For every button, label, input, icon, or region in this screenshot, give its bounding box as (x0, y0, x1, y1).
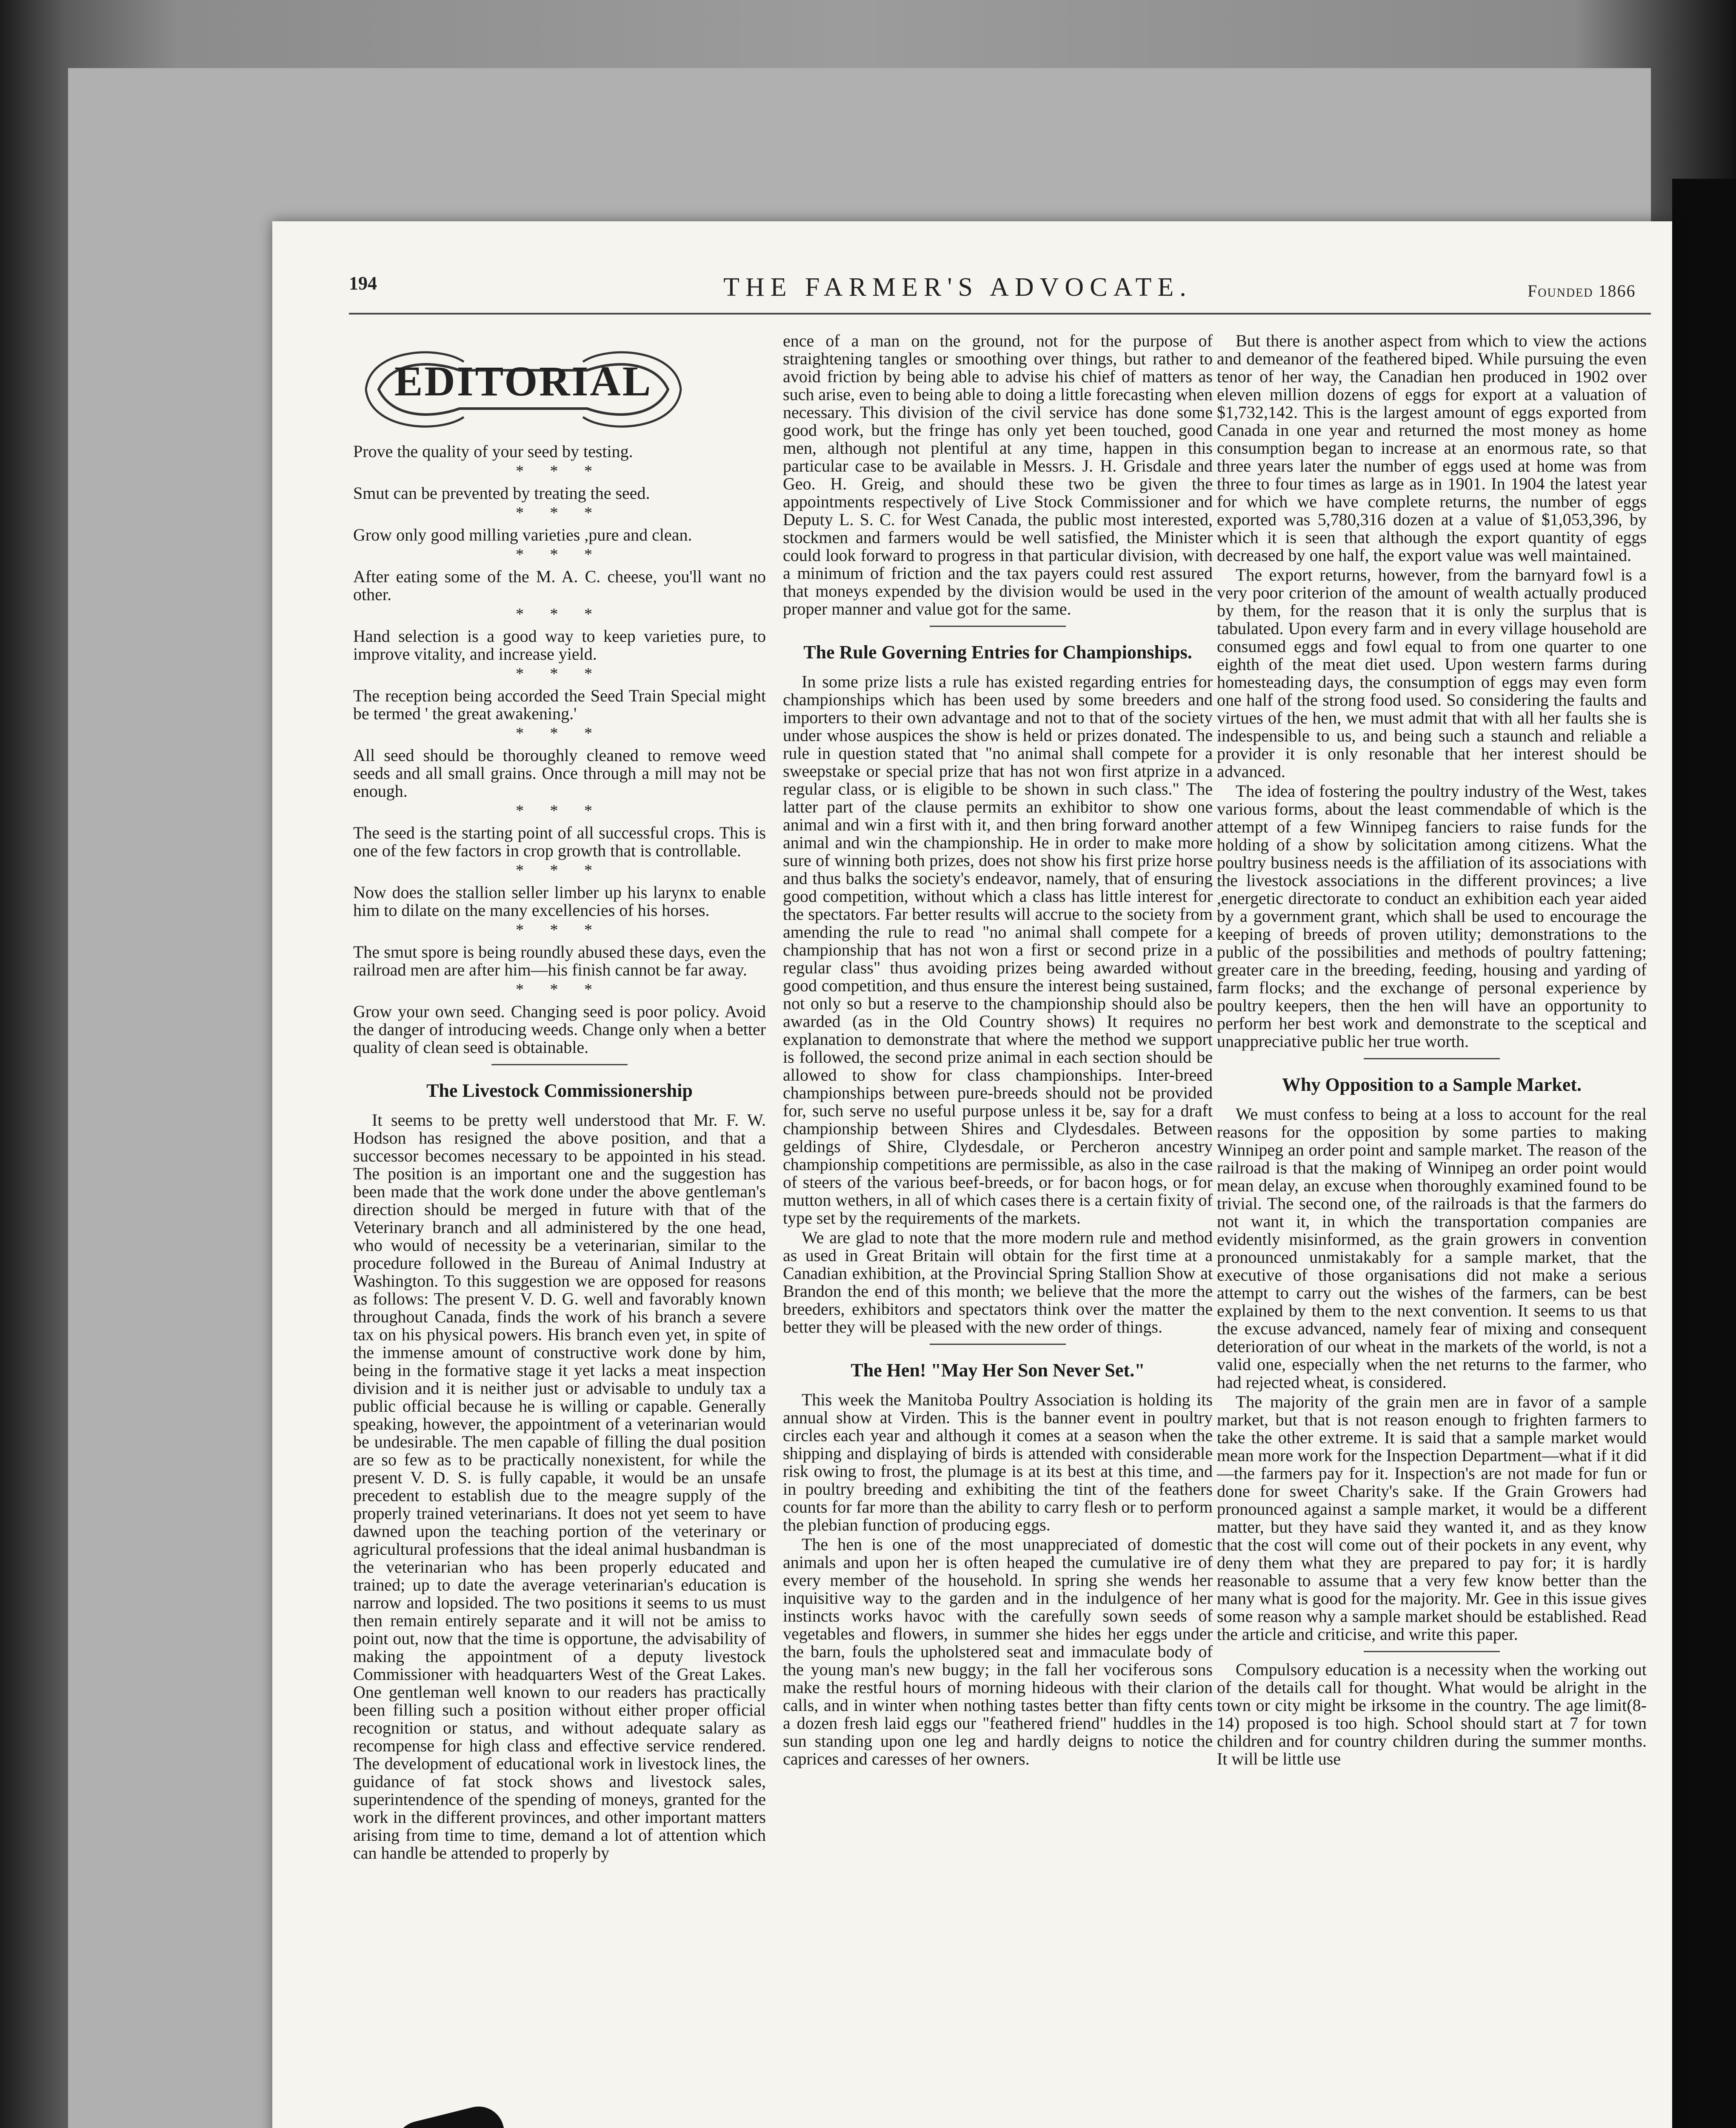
section-rule (1364, 1058, 1500, 1059)
editorial-note: Now does the stallion seller limber up his larynx to enable him to dilate on the many excellencies of his horses. (353, 883, 766, 920)
separator: * * * (516, 665, 603, 683)
editorial-note: The smut spore is being roundly abused these days, even the railroad men are after him—his finish cannot be far away. (353, 942, 766, 979)
section-rule (930, 1344, 1066, 1345)
section-rule (930, 626, 1066, 627)
editorial-note: After eating some of the M. A. C. cheese, you'll want no other. (353, 567, 766, 604)
article-body: The export returns, however, from the barnyard fowl is a very poor criterion of the amount of wealth actually produced by them, for the reason that it is only the surplus that is tabulated. Upon every farm and in every village household are consumed eggs and fowl equal to from one quarter to one eighth of the meat diet used. Upon western farms during homesteading days, the consumption of eggs may even form one half of the strong food used. So considering the faults and virtues of the hen, we must admit that with all her faults she is indespensible to us, and being such a staunch and reliable a provider it is only resonable that her interest should be advanced. (1217, 565, 1647, 781)
section-rule (491, 1064, 628, 1065)
editorial-note: All seed should be thoroughly cleaned to remove weed seeds and all small grains. Once through a mill may not be enough. (353, 746, 766, 801)
separator: * * * (516, 981, 603, 998)
column-3 (1217, 332, 1647, 1770)
separator: * * * (516, 605, 603, 623)
editorial-note: The seed is the starting point of all successful crops. This is one of the few factors in crop growth that is controllable. (353, 823, 766, 860)
editorial-note: Hand selection is a good way to keep varieties pure, to improve vitality, and increase yield. (353, 626, 766, 664)
article-heading: The Rule Governing Entries for Championships. (803, 642, 1192, 663)
article-body: But there is another aspect from which to view the actions and demeanor of the feathered biped. While pursuing the even tenor of her way, the Canadian hen produced in 1902 over eleven million dozens of eggs for export at a valuation of $1,732,142. This is the largest amount of eggs exported from Canada in one year and returned the most money as home consumption began to increase at an enormous rate, so that three years later the number of eggs used at home was from three to four times as large as in 1901. In 1904 the latest year for which we have complete returns, the number of eggs exported was 5,780,316 dozen at a value of $1,053,396, by which it is seen that although the export quantity of eggs decreased by one half, the export value was well maintained. (1217, 331, 1647, 565)
article-body: ence of a man on the ground, not for the purpose of straightening tangles or smoothing over things, but rather to avoid friction by being able to advise his chief of matters as such arise, even to being able to doing a little forecasting when necessary. This division of the civil service has done some good work, but the fringe has only yet been touched, good men, although not plentiful at any time, happen in this particular case to be available in Messrs. J. H. Grisdale and Geo. H. Greig, and should these two be given the appointments respectively of Live Stock Commissioner and Deputy L. S. C. for West Canada, the public most interested, stockmen and farmers would be well satisfied, the Minister could look forward to progress in that particular division, with a minimum of friction and the tax payers could rest assured that moneys expended by the division would be used in the proper manner and value got for the same. (783, 331, 1213, 618)
editorial-note: Smut can be prevented by treating the seed. (353, 483, 650, 503)
article-heading: The Hen! "May Her Son Never Set." (851, 1360, 1145, 1381)
article-body: In some prize lists a rule has existed regarding entries for championships which has been used by some breeders and importers to their own advantage and not to that of the society under whose auspices the show is held or prizes donated. The rule in question stated that "no animal shall compete for a sweepstake or special prize that has not won first atprize in a regular class, or is eligible to be shown in such class." The latter part of the clause permits an exhibitor to show one animal and win a first with it, and then bring forward another animal and win the championship. He in order to make more sure of winning both prizes, does not show his first prize horse and thus balks the society's endeavor, namely, that of ensuring good competition, without which a class has little interest for the spectators. Far better results will accrue to the society from amending the rule to read "no animal shall compete for a championship that has not won a first or second prize in a regular class" thus avoiding prizes being awarded without good competition, and thus ensure the interest being sustained, not only so but a reserve to the championship should also be awarded (as in the Old Country shows) It requires no explanation to demonstrate that where the method we support is followed, the second prize animal in each section should be allowed to show for class championships. Inter-breed championships between pure-breeds should not be provided for, such serve no useful purpose unless it be, say for a draft championship between Shires and Clydesdales. Between geldings of Shire, Clydesdale, or Percheron ancestry championship competitions are permissible, as also in the case of steers of the various beef-breeds, or for bacon hogs, or for mutton wethers, in all of which cases there is a certain fixity of type set by the requirements of the markets. (783, 672, 1213, 1227)
article-body: It seems to be pretty well understood that Mr. F. W. Hodson has resigned the above position, and that a successor becomes necessary to be appointed in his stead. The position is an important one and the suggestion has been made that the work done under the above gentleman's direction should be merged in future with that of the Veterinary branch and all administered by the one head, who would of necessity be a veterinarian, similar to the procedure followed in the Bureau of Animal Industry at Washington. To this suggestion we are opposed for reasons as follows: The present V. D. G. well and favorably known throughout Canada, finds the work of his branch a severe tax on his physical powers. His branch even yet, in spite of the immense amount of constructive work done by him, being in the formative stage it yet lacks a meat inspection division and it is neither just or advisable to unduly tax a public official because he is willing or capable. Generally speaking, however, the appointment of a veterinarian would be undesirable. The men capable of filling the dual position are so few as to be practically nonexistent, for while the present V. D. S. is fully capable, it would be an unsafe precedent to establish due to the meagre supply of the properly trained veterinarians. It does not yet seem to have dawned upon the teaching portion of the veterinary or agricultural professions that the ideal animal husbandman is the veterinarian who has been properly educated and trained; up to date the average veterinarian's education is narrow and lopsided. The two positions it seems to us must then remain entirely separate and it will not be amiss to point out, now that the time is opportune, the advisability of making the appointment of a deputy livestock Commissioner with headquarters West of the Great Lakes. One gentleman well known to our readers has practically been filling such a position without either proper official recognition or status, and without adequate salary as recompense for high class and effective service rendered. The development of educational work in livestock lines, the guidance of fat stock shows and livestock sales, superintendence of the spending of moneys, granted for the work in the different provinces, and other important matters arising from time to time, demand a lot of attention which can handle be attended to properly by (353, 1110, 766, 1862)
separator: * * * (516, 861, 603, 879)
binding-spine (1672, 179, 1736, 2128)
column-2 (783, 332, 1213, 1770)
article-heading: Why Opposition to a Sample Market. (1282, 1074, 1582, 1095)
article-body: This week the Manitoba Poultry Association is holding its annual show at Virden. This is the banner event in poultry circles each year and although it comes at a season when the shipping and displaying of birds is attended with considerable risk owing to frost, the plumage is at its best at this time, and in poultry breeding and exhibiting the tint of the feathers counts for far more than the ability to carry flesh or to perform the plebian function of producing eggs. (783, 1390, 1213, 1534)
separator: * * * (516, 462, 603, 480)
separator: * * * (516, 724, 603, 742)
editorial-title: EDITORIAL (394, 358, 653, 405)
separator: * * * (516, 546, 603, 563)
section-rule (1364, 1651, 1500, 1652)
article-body: The idea of fostering the poultry industry of the West, takes various forms, about the least commendable of which is the attempt of a few Winnipeg fanciers to raise funds for the holding of a show by solicitation among citizens. What the poultry business needs is the affiliation of its associations with the livestock associations in the different provinces; a live ,energetic directorate to conduct an exhibition each year aided by a government grant, which shall be used to encourage the keeping of breeds of proven utility; demonstrations to the public of the possibilities and methods of poultry fattening; greater care in the breeding, feeding, housing and yarding of farm flocks; and the exchange of personal experience by poultry keepers, then the hen will have an opportunity to perform her best work and demonstrate to the sceptical and unappreciative public her true worth. (1217, 781, 1647, 1051)
separator: * * * (516, 504, 603, 522)
separator: * * * (516, 921, 603, 939)
editorial-note: Prove the quality of your seed by testing. (353, 442, 633, 461)
founded-note: Founded 1866 (1528, 281, 1636, 300)
header-rule (349, 313, 1651, 315)
article-body: Compulsory education is a necessity when the working out of the details call for thought. What would be alright in the town or city might be irksome in the country. The age limit(8-14) proposed is too high. School should start at 7 for town children and for country children during the summer months. It will be little use (1217, 1660, 1647, 1768)
editorial-banner (353, 336, 694, 443)
editorial-note: Grow only good milling varieties ,pure and clean. (353, 525, 692, 544)
article-heading: The Livestock Commissionership (426, 1080, 693, 1101)
editorial-note: Grow your own seed. Changing seed is poor policy. Avoid the danger of introducing weeds. Change only when a better quality of clean seed is obtainable. (353, 1002, 766, 1057)
page-number: 194 (349, 273, 377, 294)
masthead: THE FARMER'S ADVOCATE. (723, 273, 1192, 302)
editorial-note: The reception being accorded the Seed Train Special might be termed ' the great awakening.' (353, 686, 766, 723)
column-1 (353, 443, 766, 1864)
article-body: We must confess to being at a loss to account for the real reasons for the opposition by some parties to making Winnipeg an order point and sample market. The reason of the railroad is that the making of Winnipeg an order point would mean delay, an excuse when thoroughly examined found to be trivial. The second one, of the railroads is that the farmers do not want it, in which the transportation companies are evidently misinformed, as the grain growers in convention pronounced unmistakably for a sample market, that the executive of those organisations did not make a serious attempt to carry out the wishes of the farmers, can be best explained by them to the next convention. It seems to us that the excuse advanced, namely fear of mixing and consequent deterioration of our wheat in the markets of the world, is not a valid one, especially when the net returns to the farmer, who had rejected wheat, is considered. (1217, 1104, 1647, 1392)
article-body: We are glad to note that the more modern rule and method as used in Great Britain will obtain for the first time at a Canadian exhibition, at the Provincial Spring Stallion Show at Brandon the end of this month; we believe that the more the breeders, exhibitors and spectators think over the matter the better they will be pleased with the new order of things. (783, 1228, 1213, 1336)
separator: * * * (516, 802, 603, 820)
article-body: The hen is one of the most unappreciated of domestic animals and upon her is often heaped the cumulative ire of every member of the household. In spring she wends her inquisitive way to the garden and in the indulgence of her instincts works havoc with the carefully sown seeds of vegetables and flowers, in summer she hides her eggs under the barn, fouls the upholstered seat and immaculate body of the young man's new buggy; in the fall her vociferous sons make the restful hours of morning hideous with their clarion calls, and in winter when nothing tastes better than fifty cents a dozen fresh laid eggs our "feathered friend" huddles in the sun standing upon one leg and hardly deigns to notice the caprices and caresses of her owners. (783, 1535, 1213, 1768)
article-body: The majority of the grain men are in favor of a sample market, but that is not reason enough to frighten farmers to take the other extreme. It is said that a sample market would mean more work for the Inspection Department—what if it did—the farmers pay for it. Inspection's are not made for fun or done for sweet Charity's sake. If the Grain Growers had pronounced against a sample market, it would be a different matter, but they have said they wanted it, and as they know that the cost will come out of their pockets in any event, why deny them what they are prepared to pay for; it is hardly reasonable to assume that a very few know better than the many what is good for the majority. Mr. Gee in this issue gives some reason why a sample market should be established. Read the article and criticise, and write this paper. (1217, 1392, 1647, 1644)
